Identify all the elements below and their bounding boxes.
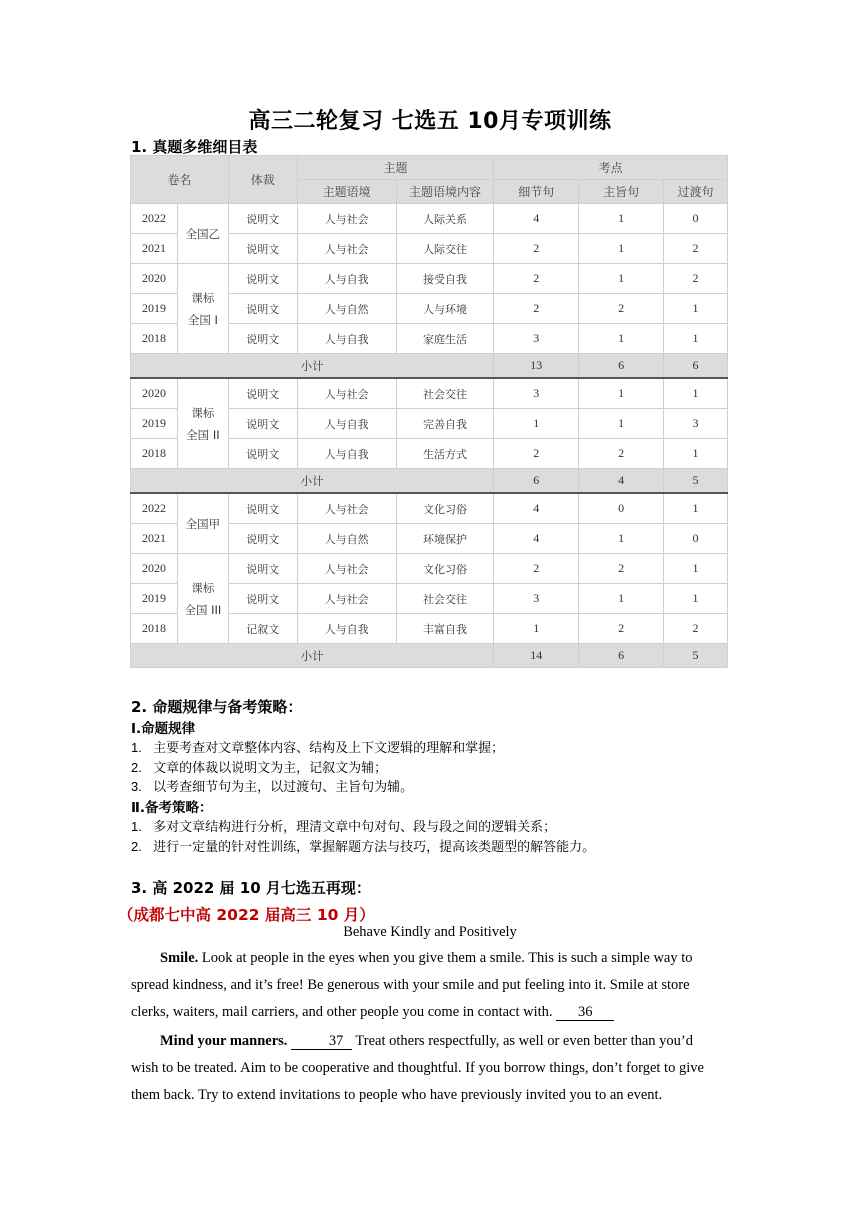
subtotal-label: 小计 xyxy=(131,644,494,668)
header-context: 主题语境 xyxy=(297,180,396,204)
detail-count-cell: 3 xyxy=(494,324,579,354)
volume-name-cell: 全国乙 xyxy=(177,204,228,264)
rule-item xyxy=(131,737,504,756)
transition-count-cell: 1 xyxy=(664,584,728,614)
subtotal-row xyxy=(131,644,728,668)
transition-count-cell: 2 xyxy=(664,614,728,644)
year-cell: 2020 xyxy=(131,554,178,584)
subtotal-detail: 6 xyxy=(494,469,579,494)
header-theme: 主题 xyxy=(297,156,494,180)
header-main: 主旨句 xyxy=(579,180,664,204)
year-cell: 2019 xyxy=(131,584,178,614)
detail-count-cell: 2 xyxy=(494,554,579,584)
genre-cell: 说明文 xyxy=(228,324,297,354)
answer-blank-37[interactable]: 37 xyxy=(291,1034,352,1050)
header-transition: 过渡句 xyxy=(664,180,728,204)
detail-count-cell: 2 xyxy=(494,439,579,469)
context-cell: 人与自然 xyxy=(297,524,396,554)
context-cell: 人与社会 xyxy=(297,234,396,264)
detail-count-cell: 4 xyxy=(494,204,579,234)
context-cell: 人与社会 xyxy=(297,204,396,234)
subtotal-label: 小计 xyxy=(131,354,494,379)
subtotal-transition: 5 xyxy=(664,644,728,668)
genre-cell: 说明文 xyxy=(228,234,297,264)
context-cell: 人与社会 xyxy=(297,378,396,409)
item-number: 1. xyxy=(131,819,142,834)
transition-count-cell: 2 xyxy=(664,264,728,294)
genre-cell: 说明文 xyxy=(228,554,297,584)
exam-analysis-table xyxy=(130,155,728,668)
main-count-cell: 1 xyxy=(579,378,664,409)
volume-name-cell: 课标 全国 II xyxy=(177,378,228,469)
table-row xyxy=(131,378,728,409)
subtotal-detail: 14 xyxy=(494,644,579,668)
transition-count-cell: 3 xyxy=(664,409,728,439)
table-row xyxy=(131,493,728,524)
passage-title: Behave Kindly and Positively xyxy=(343,924,517,940)
main-count-cell: 1 xyxy=(579,524,664,554)
context-cell: 人与自我 xyxy=(297,614,396,644)
context-cell: 人与自然 xyxy=(297,294,396,324)
table-row xyxy=(131,554,728,584)
main-count-cell: 2 xyxy=(579,554,664,584)
genre-cell: 说明文 xyxy=(228,409,297,439)
context-cell: 人与自我 xyxy=(297,409,396,439)
content-cell: 人与环境 xyxy=(396,294,494,324)
item-number: 1. xyxy=(131,740,142,755)
main-count-cell: 1 xyxy=(579,584,664,614)
year-cell: 2018 xyxy=(131,324,178,354)
transition-count-cell: 1 xyxy=(664,294,728,324)
text-line: Look at people in the eyes when you give them a smile. This is such a simple way to xyxy=(198,950,693,966)
year-cell: 2021 xyxy=(131,234,178,264)
paragraph-manners xyxy=(131,1028,731,1109)
year-cell: 2021 xyxy=(131,524,178,554)
main-count-cell: 1 xyxy=(579,324,664,354)
rules-subheading: Ⅰ.命题规律 xyxy=(131,721,196,737)
item-number: 2. xyxy=(131,760,142,775)
genre-cell: 说明文 xyxy=(228,584,297,614)
detail-count-cell: 3 xyxy=(494,378,579,409)
year-cell: 2022 xyxy=(131,493,178,524)
year-cell: 2018 xyxy=(131,439,178,469)
detail-count-cell: 4 xyxy=(494,524,579,554)
content-cell: 家庭生活 xyxy=(396,324,494,354)
answer-blank-36[interactable]: 36 xyxy=(556,1005,614,1021)
main-count-cell: 1 xyxy=(579,264,664,294)
detail-count-cell: 4 xyxy=(494,493,579,524)
subtotal-label: 小计 xyxy=(131,469,494,494)
genre-cell: 说明文 xyxy=(228,378,297,409)
year-cell: 2022 xyxy=(131,204,178,234)
transition-count-cell: 1 xyxy=(664,493,728,524)
text-line: wish to be treated. Aim to be cooperative and thoughtful. If you borrow things, don’t forget to give xyxy=(131,1060,704,1076)
header-detail: 细节句 xyxy=(494,180,579,204)
paragraph-smile xyxy=(131,945,731,1026)
detail-count-cell: 2 xyxy=(494,294,579,324)
subtotal-main: 6 xyxy=(579,354,664,379)
transition-count-cell: 1 xyxy=(664,378,728,409)
content-cell: 完善自我 xyxy=(396,409,494,439)
content-cell: 丰富自我 xyxy=(396,614,494,644)
genre-cell: 说明文 xyxy=(228,294,297,324)
detail-count-cell: 1 xyxy=(494,409,579,439)
context-cell: 人与社会 xyxy=(297,554,396,584)
subtotal-main: 4 xyxy=(579,469,664,494)
content-cell: 社会交往 xyxy=(396,584,494,614)
year-cell: 2020 xyxy=(131,264,178,294)
main-count-cell: 2 xyxy=(579,294,664,324)
header-volume: 卷名 xyxy=(131,156,229,204)
table-row xyxy=(131,204,728,234)
strategy-subheading: Ⅱ.备考策略： xyxy=(131,800,213,816)
section1-heading: 1. 真题多维细目表 xyxy=(131,138,258,156)
detail-count-cell: 2 xyxy=(494,264,579,294)
text-line: Treat others respectfully, as well or even better than you’d xyxy=(352,1033,693,1049)
source-note: （成都七中高 2022 届高三 10 月） xyxy=(118,906,375,924)
main-count-cell: 1 xyxy=(579,234,664,264)
section2-heading: 2. 命题规律与备考策略： xyxy=(131,698,303,716)
year-cell: 2020 xyxy=(131,378,178,409)
content-cell: 接受自我 xyxy=(396,264,494,294)
transition-count-cell: 0 xyxy=(664,524,728,554)
subtotal-detail: 13 xyxy=(494,354,579,379)
content-cell: 生活方式 xyxy=(396,439,494,469)
transition-count-cell: 1 xyxy=(664,324,728,354)
year-cell: 2019 xyxy=(131,294,178,324)
paragraph-lead: Mind your manners. xyxy=(160,1033,288,1049)
content-cell: 社会交往 xyxy=(396,378,494,409)
content-cell: 环境保护 xyxy=(396,524,494,554)
main-count-cell: 1 xyxy=(579,204,664,234)
year-cell: 2019 xyxy=(131,409,178,439)
context-cell: 人与自我 xyxy=(297,324,396,354)
main-count-cell: 2 xyxy=(579,614,664,644)
content-cell: 文化习俗 xyxy=(396,493,494,524)
header-content: 主题语境内容 xyxy=(396,180,494,204)
strategy-item xyxy=(131,816,556,835)
context-cell: 人与自我 xyxy=(297,439,396,469)
main-count-cell: 2 xyxy=(579,439,664,469)
main-count-cell: 1 xyxy=(579,409,664,439)
detail-count-cell: 1 xyxy=(494,614,579,644)
rule-item xyxy=(131,757,387,776)
page-title: 高三二轮复习 七选五 10月专项训练 xyxy=(248,109,612,134)
text-line: spread kindness, and it’s free! Be generous with your smile and put feeling into it. Smile at store xyxy=(131,977,690,993)
strategy-item xyxy=(131,836,595,855)
item-text: 主要考查对文章整体内容、结构及上下文逻辑的理解和掌握； xyxy=(153,741,505,756)
genre-cell: 说明文 xyxy=(228,204,297,234)
item-text: 以考查细节句为主，以过渡句、主旨句为辅。 xyxy=(153,780,414,795)
item-text: 进行一定量的针对性训练，掌握解题方法与技巧，提高该类题型的解答能力。 xyxy=(153,840,596,855)
header-genre: 体裁 xyxy=(228,156,297,204)
detail-count-cell: 2 xyxy=(494,234,579,264)
volume-name-cell: 课标 全国 III xyxy=(177,554,228,644)
item-text: 文章的体裁以说明文为主，记叙文为辅； xyxy=(153,761,388,776)
item-number: 3. xyxy=(131,779,142,794)
genre-cell: 说明文 xyxy=(228,524,297,554)
section3-heading: 3. 高 2022 届 10 月七选五再现： xyxy=(131,879,371,897)
transition-count-cell: 1 xyxy=(664,439,728,469)
year-cell: 2018 xyxy=(131,614,178,644)
main-count-cell: 0 xyxy=(579,493,664,524)
transition-count-cell: 2 xyxy=(664,234,728,264)
subtotal-transition: 6 xyxy=(664,354,728,379)
paragraph-lead: Smile. xyxy=(160,950,199,966)
context-cell: 人与社会 xyxy=(297,584,396,614)
table-row xyxy=(131,264,728,294)
genre-cell: 说明文 xyxy=(228,493,297,524)
item-text: 多对文章结构进行分析，理清文章中句对句、段与段之间的逻辑关系； xyxy=(153,820,557,835)
subtotal-main: 6 xyxy=(579,644,664,668)
genre-cell: 记叙文 xyxy=(228,614,297,644)
context-cell: 人与自我 xyxy=(297,264,396,294)
genre-cell: 说明文 xyxy=(228,264,297,294)
text-line: clerks, waiters, mail carriers, and other people you come in contact with. xyxy=(131,1004,557,1020)
transition-count-cell: 0 xyxy=(664,204,728,234)
volume-name-cell: 全国甲 xyxy=(177,493,228,554)
text-line: them back. Try to extend invitations to people who have previously invited you to an event. xyxy=(131,1087,663,1103)
rule-item xyxy=(131,776,413,795)
subtotal-transition: 5 xyxy=(664,469,728,494)
content-cell: 人际关系 xyxy=(396,204,494,234)
volume-name-cell: 课标 全国 I xyxy=(177,264,228,354)
context-cell: 人与社会 xyxy=(297,493,396,524)
content-cell: 人际交往 xyxy=(396,234,494,264)
transition-count-cell: 1 xyxy=(664,554,728,584)
item-number: 2. xyxy=(131,839,142,854)
subtotal-row xyxy=(131,469,728,494)
header-points: 考点 xyxy=(494,156,728,180)
subtotal-row xyxy=(131,354,728,379)
detail-count-cell: 3 xyxy=(494,584,579,614)
genre-cell: 说明文 xyxy=(228,439,297,469)
content-cell: 文化习俗 xyxy=(396,554,494,584)
